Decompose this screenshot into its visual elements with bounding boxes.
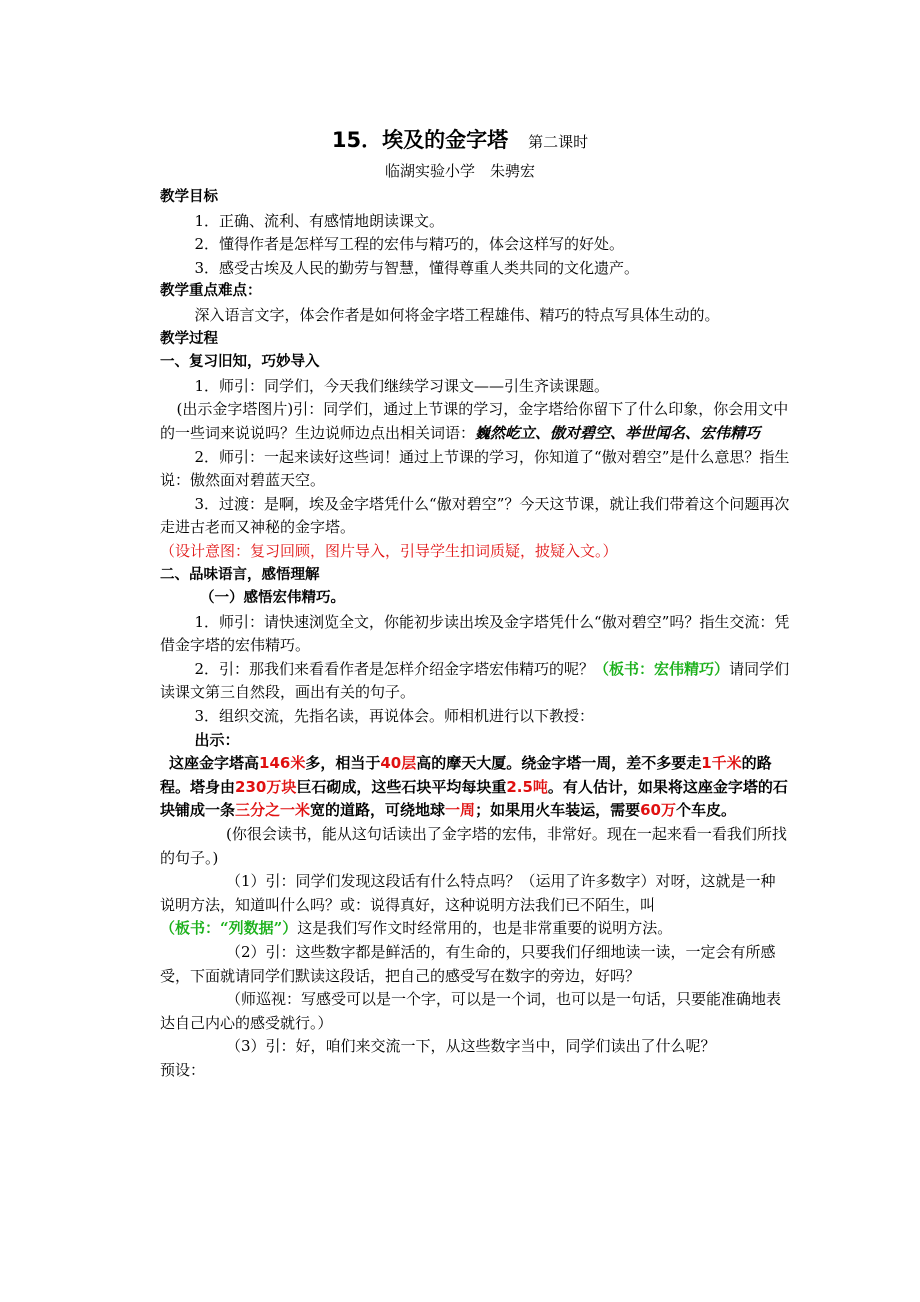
quote-number: 一周: [445, 801, 476, 820]
section2-heading: 二、品味语言，感悟理解: [160, 566, 320, 583]
quote-text: 多，相当于: [305, 754, 381, 773]
quote-number: 1千米: [701, 754, 742, 773]
paragraph-text: 请同学们读课文第三自然段，画出有关的句子。: [160, 659, 790, 702]
commentary: （3）引：好，咱们来交流一下，从这些数字当中，同学们读出了什么呢？: [226, 1037, 716, 1056]
preset-label: 预设：: [160, 1060, 206, 1079]
key-points-text: 深入语言文字，体会作者是如何将金字塔工程雄伟、精巧的特点写具体生动的。: [194, 305, 720, 324]
title-row: [0, 124, 920, 154]
key-points-heading: 教学重点难点：: [160, 283, 262, 300]
section2-paragraph: 1．师引：请快速浏览全文，你能初步读出埃及金字塔凭什么“傲对碧空”吗？指生交流：凭借金字塔的宏伟精巧。: [160, 612, 790, 655]
quote-number: 三分之一米: [235, 801, 311, 820]
author-line: 临湖实验小学 朱骋宏: [384, 162, 535, 180]
key-words: 巍然屹立、傲对碧空、举世闻名、宏伟精巧: [475, 423, 761, 442]
quote-number: 60万: [640, 801, 676, 820]
lesson-title: 15．埃及的金字塔: [331, 128, 509, 152]
quote-text: 高的摩天大厦。绕金字塔一周，差不多要走: [416, 754, 702, 773]
quote-text: 这座金字塔高: [169, 754, 260, 773]
quote-number: 2.5吨: [506, 777, 548, 796]
quote-text: 个车皮。: [675, 801, 736, 820]
section1-paragraph: 2．师引：一起来读好这些词！通过上节课的学习，你知道了“傲对碧空”是什么意思？指生说：傲然面对碧蓝天空。: [160, 447, 790, 490]
goal-item: 3．感受古埃及人民的勤劳与智慧，懂得尊重人类共同的文化遗产。: [194, 258, 640, 277]
paragraph-text: （1）引：同学们发现这段话有什么特点吗？（运用了许多数字）对呀，这就是一种说明方法，知道叫什么吗？或：说得真好，这种说明方法我们已不陌生，叫: [160, 872, 776, 914]
quote-text: 巨石砌成，这些石块平均每块重: [296, 777, 507, 796]
commentary: （2）引：这些数字都是鲜活的，有生命的，只要我们仔细地读一读，一定会有所感受，下面就请同学们默读这段话，把自己的感受写在数字的旁边，好吗？: [160, 943, 776, 985]
section1-paragraph: 3．过渡：是啊，埃及金字塔凭什么“傲对碧空”？今天这节课，就让我们带着这个问题再次走进古老而又神秘的金字塔。: [160, 494, 790, 537]
quote-text: 宽的道路，可绕地球: [310, 801, 446, 820]
goal-item: 2．懂得作者是怎样写工程的宏伟与精巧的，体会这样写的好处。: [194, 235, 625, 254]
quote-text: 。有人估计，如果将这座金字塔的石块铺成一条: [160, 777, 788, 820]
paragraph-text: (出示金字塔图片)引：同学们，通过上节课的学习，金字塔给你留下了什么印象，你会用文中的一些词来说说吗？生边说师边点出相关词语：: [160, 400, 789, 442]
quoted-passage: [160, 752, 790, 823]
quote-text: ；如果用火车装运，需要: [475, 801, 641, 820]
quote-number: 146米: [259, 754, 306, 773]
quote-number: 230万块: [235, 777, 297, 796]
section1-paragraph: 1．师引：同学们，今天我们继续学习课文——引生齐读课题。: [194, 376, 610, 395]
goals-heading: 教学目标: [160, 189, 218, 205]
quote-number: 40层: [380, 754, 417, 773]
section2-paragraph: 3．组织交流，先指名读，再说体会。师相机进行以下教授：: [194, 707, 595, 726]
section2-paragraph: [160, 658, 790, 705]
paragraph-text: 这是我们写作文时经常用的，也是非常重要的说明方法。: [297, 919, 673, 938]
commentary: [160, 870, 790, 941]
commentary: （师巡视：写感受可以是一个字，可以是一个词，也可以是一句话，只要能准确地表达自己内心的感受就行。）: [160, 990, 782, 1032]
design-intent: （设计意图：复习回顾，图片导入，引导学生扣词质疑，披疑入文。）: [160, 541, 618, 560]
process-heading: 教学过程: [160, 330, 218, 347]
goal-item: 1．正确、流利、有感情地朗读课文。: [194, 211, 445, 230]
section1-paragraph: [160, 398, 790, 445]
paragraph-text: 2．引：那我们来看看作者是怎样介绍金字塔宏伟精巧的呢？: [194, 659, 595, 678]
show-label: 出示：: [194, 730, 240, 749]
section2-subheading: （一）感悟宏伟精巧。: [200, 590, 345, 607]
commentary: (你很会读书，能从这句话读出了金字塔的宏伟，非常好。现在一起来看一看我们所找的句子。): [160, 825, 787, 867]
lesson-subtitle: 第二课时: [528, 133, 589, 151]
quote-text: 的路程。塔身由: [160, 754, 772, 796]
board-note: （板书：“列数据”）: [160, 919, 298, 938]
document-body: [160, 186, 790, 1083]
board-note: （板书：宏伟精巧）: [594, 659, 730, 678]
section1-heading: 一、复习旧知，巧妙导入: [160, 354, 320, 371]
